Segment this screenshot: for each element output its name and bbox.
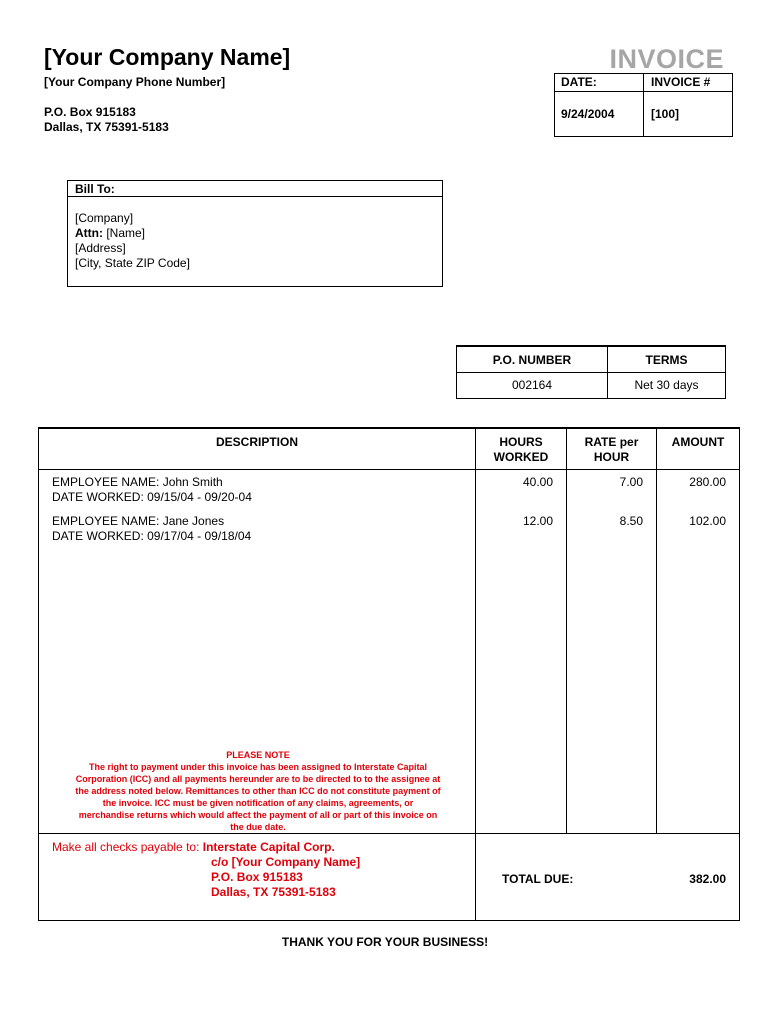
po-number-label: P.O. NUMBER <box>492 353 572 367</box>
note-line: merchandise returns which would affect the payment of all or part of this invoice on <box>78 810 438 820</box>
invoice-title: INVOICE <box>609 44 724 74</box>
note-line: The right to payment under this invoice has been assigned to Interstate Capital <box>88 762 428 772</box>
invoice-number-label: INVOICE # <box>651 75 711 89</box>
rate-header <box>567 435 656 465</box>
bill-to-city: [City, State ZIP Code] <box>75 256 190 270</box>
thank-you-message: THANK YOU FOR YOUR BUSINESS! <box>281 935 489 949</box>
row1-dates: DATE WORKED: 09/15/04 - 09/20-04 <box>52 490 252 504</box>
amount-header: AMOUNT <box>671 435 725 449</box>
hours-header-line2: WORKED <box>493 450 549 464</box>
rate-header-line1: RATE per <box>584 435 639 449</box>
terms-label: TERMS <box>645 353 688 367</box>
note-line: the due date. <box>230 822 286 832</box>
description-header: DESCRIPTION <box>215 435 298 449</box>
row2-rate: 8.50 <box>619 514 643 528</box>
note-line: the invoice. ICC must be given notification of any claims, agreements, or <box>102 798 414 808</box>
note-title: PLEASE NOTE <box>226 750 290 760</box>
line-items-table <box>38 427 740 921</box>
company-name: [Your Company Name] <box>44 44 291 70</box>
payable-to <box>52 840 335 854</box>
payee-line2: P.O. Box 915183 <box>211 870 303 884</box>
company-address <box>44 105 169 135</box>
invoice-date-number-box <box>554 73 733 137</box>
row2-amount: 102.00 <box>689 514 726 528</box>
bill-to-box <box>67 180 443 287</box>
po-number: 002164 <box>511 378 553 392</box>
attn-label: Attn: <box>75 226 103 240</box>
payee-line1: c/o [Your Company Name] <box>211 855 361 869</box>
bill-to-company: [Company] <box>75 211 134 225</box>
company-address-line2: Dallas, TX 75391-5183 <box>44 120 169 134</box>
row1-rate: 7.00 <box>619 475 643 489</box>
invoice-number: [100] <box>651 107 680 121</box>
row1-amount: 280.00 <box>689 475 726 489</box>
bill-to-address: [Address] <box>75 241 126 255</box>
row1-employee: EMPLOYEE NAME: John Smith <box>52 475 223 489</box>
hours-header <box>476 435 566 465</box>
row2-dates: DATE WORKED: 09/17/04 - 09/18/04 <box>52 529 252 543</box>
company-phone: [Your Company Phone Number] <box>44 75 226 89</box>
assignment-note <box>51 749 465 833</box>
company-address-line1: P.O. Box 915183 <box>44 105 136 119</box>
row2-employee: EMPLOYEE NAME: Jane Jones <box>52 514 225 528</box>
bill-to-attn <box>75 226 190 241</box>
payable-label: Make all checks payable to: <box>52 840 200 854</box>
note-line: Corporation (ICC) and all payments hereunder are to be directed to to the assignee at <box>75 774 441 784</box>
terms-value: Net 30 days <box>634 378 699 392</box>
date-label: DATE: <box>561 75 597 89</box>
attn-name: [Name] <box>106 226 146 240</box>
payee-address <box>211 855 360 900</box>
row2-hours: 12.00 <box>522 514 553 528</box>
rate-header-line2: HOUR <box>593 450 630 464</box>
row1-hours: 40.00 <box>522 475 553 489</box>
payee-line3: Dallas, TX 75391-5183 <box>211 885 336 899</box>
hours-header-line1: HOURS <box>499 435 543 449</box>
invoice-date: 9/24/2004 <box>561 107 615 121</box>
payee-name: Interstate Capital Corp. <box>202 840 335 854</box>
bill-to-label: Bill To: <box>75 182 115 196</box>
total-due-label: TOTAL DUE: <box>502 872 574 886</box>
total-due-value: 382.00 <box>689 872 726 886</box>
po-terms-box <box>456 345 726 399</box>
note-line: the address noted below. Remittances to other than ICC do not constitute payment of <box>75 786 441 796</box>
